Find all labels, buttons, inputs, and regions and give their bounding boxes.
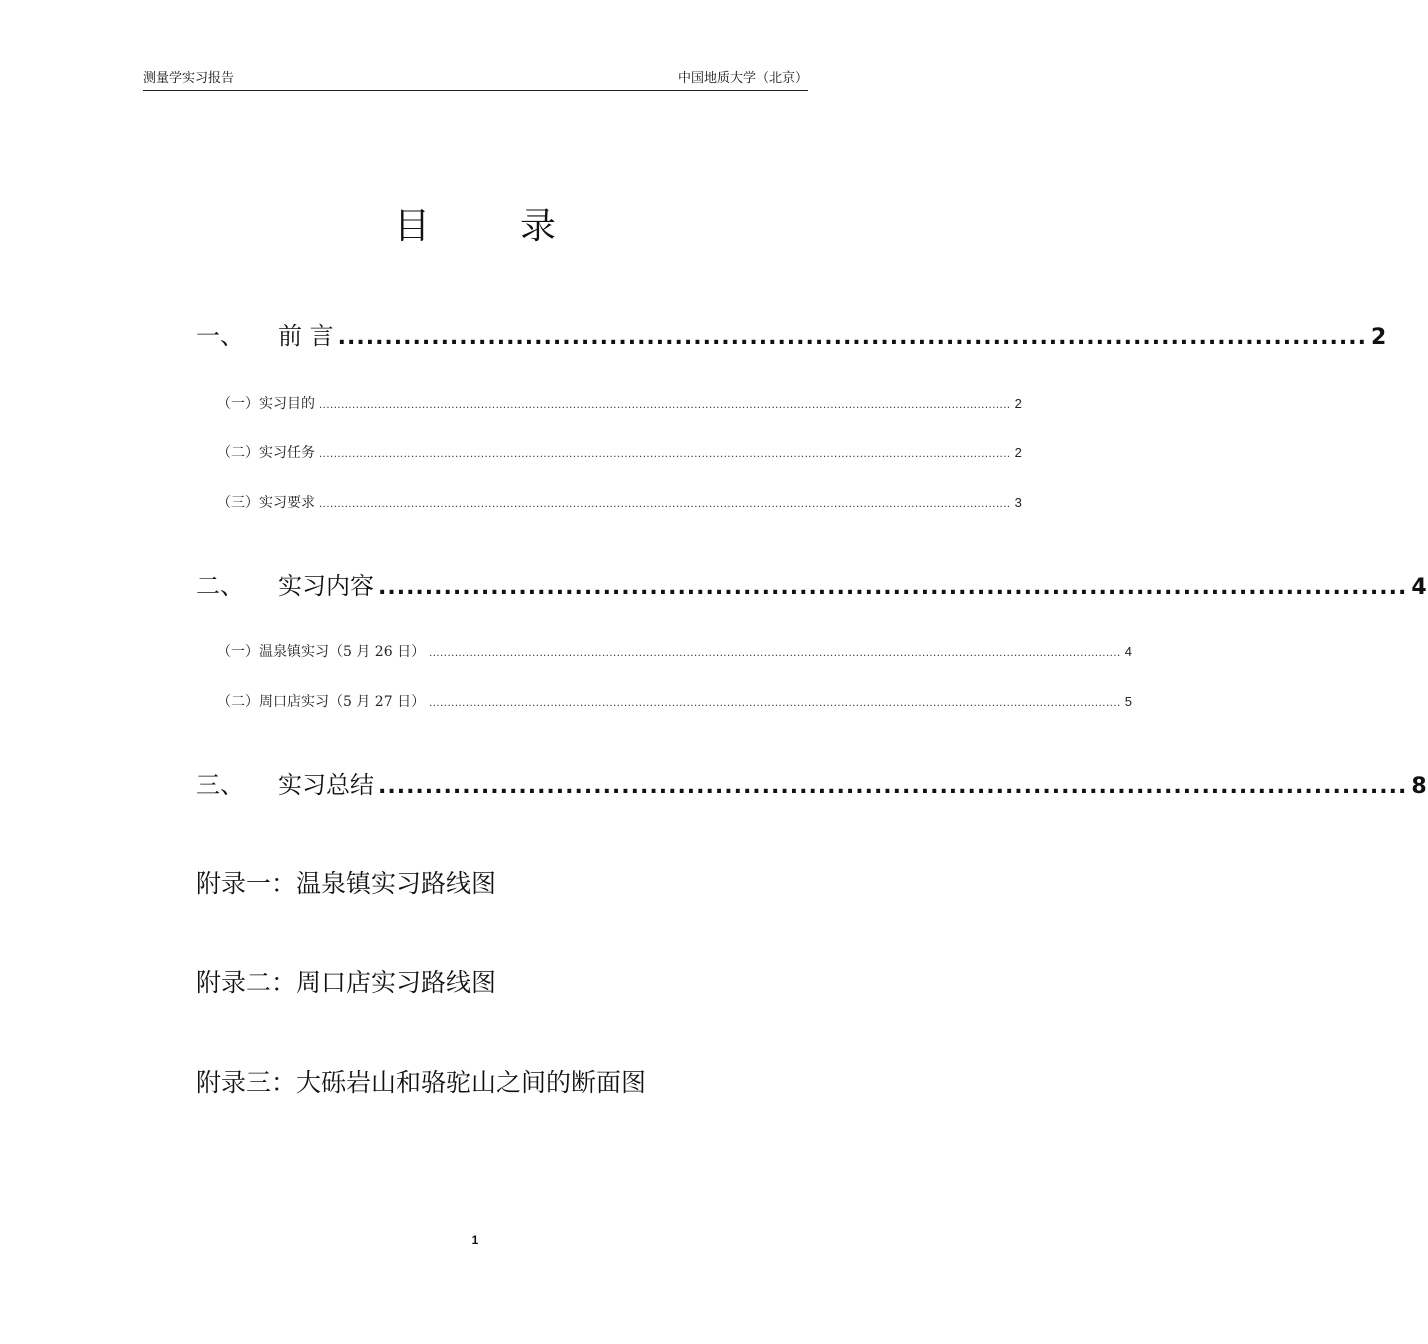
- toc-item-label: （三）实习要求: [217, 495, 315, 511]
- toc-section-number: 二、: [196, 572, 244, 600]
- toc-leader-dots: ..............................................................................................................: [378, 575, 1408, 600]
- page-title: [0, 198, 950, 249]
- toc-section-label: [196, 566, 374, 601]
- toc-section-title: 前 言: [278, 322, 334, 350]
- toc-item-label: （一）温泉镇实习（5 月 26 日）: [217, 644, 426, 660]
- toc-item-1-2[interactable]: [217, 442, 1022, 462]
- toc-section-label: [196, 765, 374, 800]
- toc-section-title: 实习总结: [278, 771, 374, 799]
- toc-item-2-1[interactable]: [217, 641, 1132, 661]
- toc-leader-dots: ............................................................................................................................................................................................: [319, 449, 1011, 460]
- header-university: 中国地质大学（北京）: [677, 71, 808, 86]
- toc-item-label: （二）实习任务: [217, 445, 315, 461]
- toc-section-3[interactable]: [196, 765, 1428, 800]
- toc-page-number: 5: [1124, 694, 1132, 709]
- page-number: 1: [471, 1233, 479, 1247]
- appendix-1[interactable]: 附录一：温泉镇实习路线图: [196, 869, 497, 898]
- toc-page-number: 3: [1014, 495, 1022, 510]
- toc-page-number: 2: [1014, 445, 1022, 460]
- toc-item-label: （二）周口店实习（5 月 27 日）: [217, 694, 426, 710]
- toc-page-number: 4: [1411, 575, 1428, 600]
- toc-leader-dots: ............................................................................................................................................................................................: [319, 400, 1011, 411]
- toc-section-label: [196, 316, 334, 351]
- toc-section-title: 实习内容: [278, 572, 374, 600]
- toc-item-1-3[interactable]: [217, 492, 1022, 512]
- toc-page-number: 4: [1124, 644, 1132, 659]
- toc-section-number: 三、: [196, 771, 244, 799]
- appendix-2[interactable]: 附录二：周口店实习路线图: [196, 968, 497, 997]
- toc-section-number: 一、: [196, 322, 244, 350]
- toc-item-2-2[interactable]: [217, 691, 1132, 711]
- toc-item-label: （一）实习目的: [217, 396, 315, 412]
- toc-leader-dots: ..............................................................................................................: [337, 325, 1367, 350]
- toc-section-2[interactable]: [196, 566, 1428, 601]
- appendix-3[interactable]: 附录三：大砾岩山和骆驼山之间的断面图: [196, 1068, 647, 1097]
- toc-page-number: 2: [1370, 325, 1388, 350]
- title-char-2: 录: [520, 206, 557, 247]
- toc-section-1[interactable]: [196, 316, 1388, 351]
- toc-item-1-1[interactable]: [217, 393, 1022, 413]
- page-header: [143, 70, 808, 91]
- toc-leader-dots: ............................................................................................................................................................................................: [429, 698, 1121, 709]
- toc-leader-dots: ............................................................................................................................................................................................: [319, 499, 1011, 510]
- toc-leader-dots: ..............................................................................................................: [378, 774, 1408, 799]
- toc-leader-dots: ............................................................................................................................................................................................: [429, 648, 1121, 659]
- toc-page-number: 8: [1411, 774, 1428, 799]
- title-char-1: 目: [393, 206, 430, 247]
- toc-page-number: 2: [1014, 396, 1022, 411]
- header-report-title: 测量学实习报告: [143, 71, 235, 86]
